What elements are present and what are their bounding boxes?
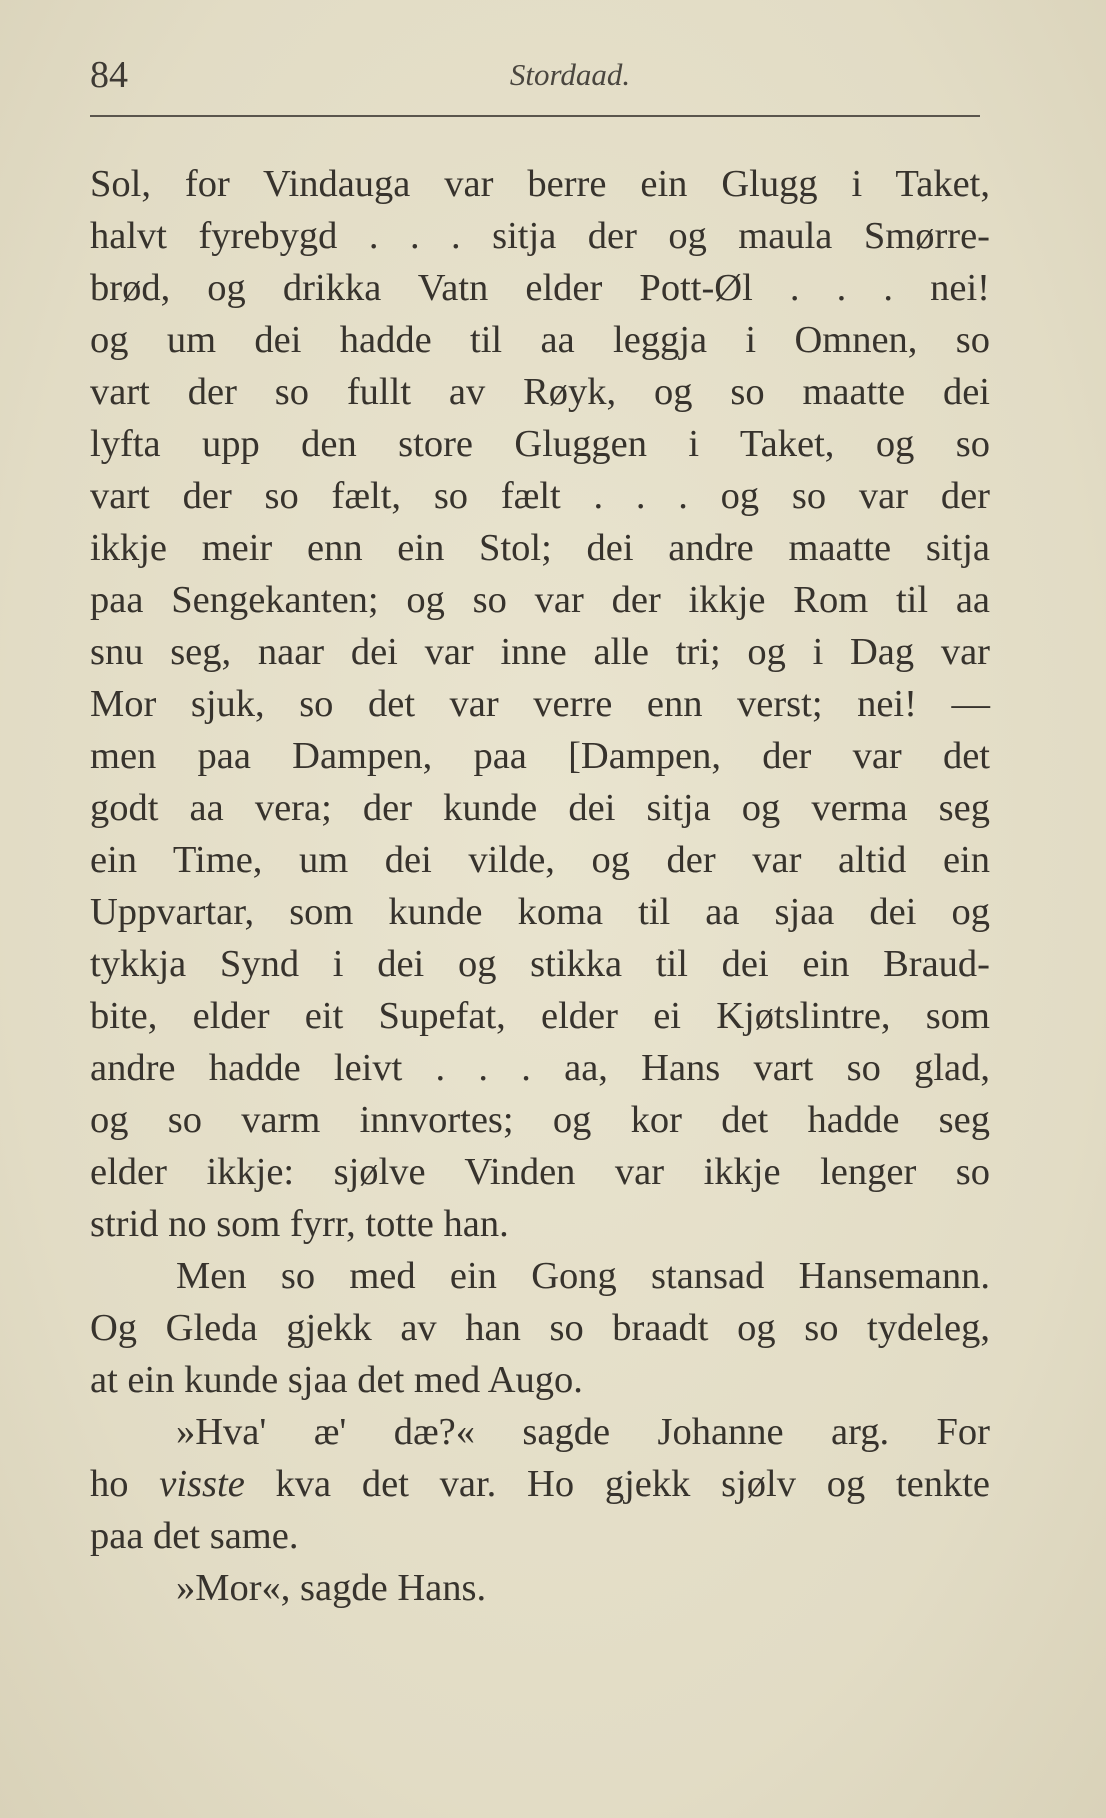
text-line: og so varm innvortes; og kor det hadde seg <box>90 1099 990 1141</box>
text-line: Uppvartar, som kunde koma til aa sjaa dei og <box>90 891 990 933</box>
text-line: men paa Dampen, paa [Dampen, der var det <box>90 735 990 777</box>
line-rest: kva det var. Ho gjekk sjølv og tenkte <box>275 1463 991 1505</box>
body-text <box>90 158 990 1614</box>
text-line: bite, elder eit Supefat, elder ei Kjøtslintre, som <box>90 995 990 1037</box>
text-line: andre hadde leivt . . . aa, Hans vart so glad, <box>90 1047 990 1089</box>
text-line: Sol, for Vindauga var berre ein Glugg i Taket, <box>90 163 990 205</box>
text-line: strid no som fyrr, totte han. <box>90 1203 509 1245</box>
text-line: og um dei hadde til aa leggja i Omnen, so <box>90 319 990 361</box>
running-head <box>90 50 980 100</box>
paragraph-first-line: »Hva' æ' dæ?« sagde Johanne arg. For <box>176 1411 990 1453</box>
text-line: snu seg, naar dei var inne alle tri; og i Dag var <box>90 631 990 673</box>
header-rule <box>90 115 980 117</box>
italic-word: visste <box>159 1463 245 1505</box>
text-line: elder ikkje: sjølve Vinden var ikkje lenger so <box>90 1151 990 1193</box>
text-line: vart der so fælt, so fælt . . . og so var der <box>90 475 990 517</box>
text-line: Og Gleda gjekk av han so braadt og so tydeleg, <box>90 1307 990 1349</box>
text-line: paa det same. <box>90 1515 299 1557</box>
running-title: Stordaad. <box>509 57 631 92</box>
line-prefix: ho <box>90 1463 160 1505</box>
text-line: tykkja Synd i dei og stikka til dei ein Braud- <box>90 943 990 985</box>
text-line: vart der so fullt av Røyk, og so maatte dei <box>90 371 990 413</box>
text-line: ein Time, um dei vilde, og der var altid ein <box>90 839 990 881</box>
text-line <box>90 1458 990 1510</box>
text-line: at ein kunde sjaa det med Augo. <box>90 1359 583 1401</box>
page-number: 84 <box>90 54 128 96</box>
text-line: halvt fyrebygd . . . sitja der og maula Smørre- <box>90 215 990 257</box>
paragraph-first-line: »Mor«, sagde Hans. <box>176 1567 487 1609</box>
text-line: godt aa vera; der kunde dei sitja og verma seg <box>90 787 990 829</box>
text-line: ikkje meir enn ein Stol; dei andre maatte sitja <box>90 527 990 569</box>
text-line: Mor sjuk, so det var verre enn verst; nei! — <box>90 683 990 725</box>
text-line: brød, og drikka Vatn elder Pott-Øl . . . nei! <box>90 267 990 309</box>
paragraph-first-line: Men so med ein Gong stansad Hansemann. <box>176 1255 990 1297</box>
text-line: lyfta upp den store Gluggen i Taket, og so <box>90 423 990 465</box>
text-line: paa Sengekanten; og so var der ikkje Rom til aa <box>90 579 990 621</box>
